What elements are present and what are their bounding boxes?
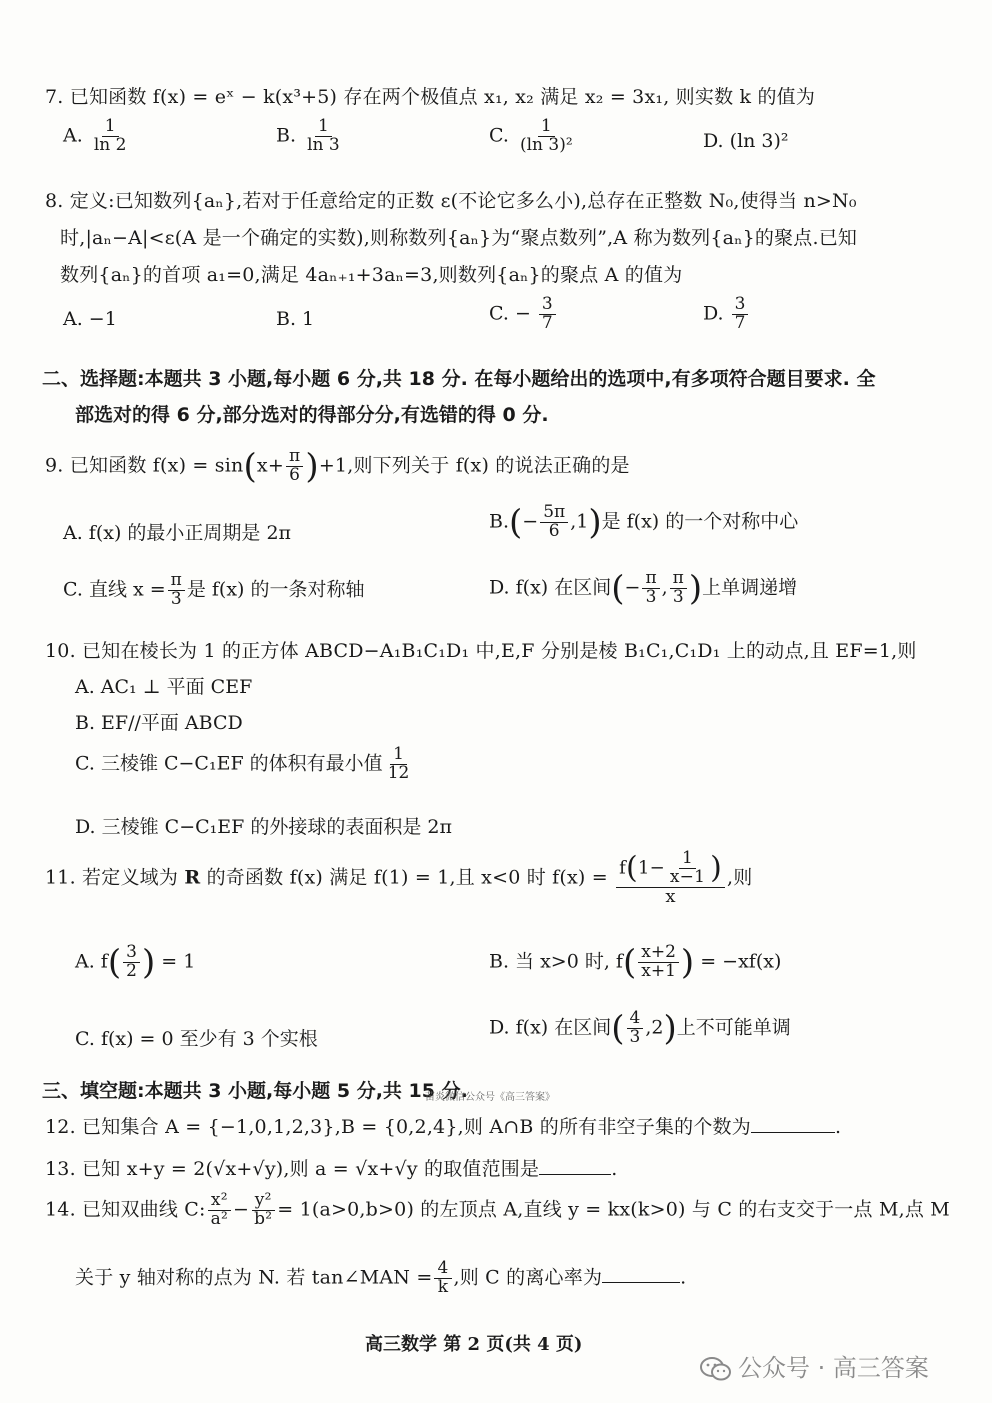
q10-c-fraction: $\frac{1}{12}$ (387, 744, 410, 783)
q11-option-a: A. f( $\frac{3}{2}$ ) = 1 (75, 942, 196, 983)
q8-option-b: B. 1 (276, 308, 315, 330)
scan-watermark-text: 苗炎微信公众号《高三答案》 (425, 1092, 555, 1103)
answer-blank (602, 1266, 680, 1283)
q9-option-c: C. 直线 x = $\frac{\pi}{3}$ 是 f(x) 的一条对称轴 (63, 570, 365, 609)
q9-stem: 9. 已知函数 f(x) = sin(x+ $\frac{\pi}{6}$ )+1,则下列关于 f(x) 的说法正确的是 (45, 446, 630, 487)
q7-a-fraction: $\frac{1}{\ln 2}$ (93, 116, 127, 155)
q7-b-fraction: $\frac{1}{\ln 3}$ (307, 116, 340, 155)
section-2-heading-cont: 部选对的得 6 分,部分选对的得部分分,有选错的得 0 分. (75, 404, 549, 426)
option-label: D. (703, 302, 724, 325)
q8-line-1: 8. 定义:已知数列{aₙ},若对于任意给定的正数 ε(不论它多么小),总存在正整数 N₀,使得当 n>N₀ (45, 190, 857, 212)
wechat-watermark: 公众号 · 高三答案 (700, 1348, 929, 1383)
q11-d-fraction: $\frac{4}{3}$ (627, 1010, 644, 1047)
q7-d-text: (ln 3)² (729, 130, 789, 152)
q9-b-fraction: $\frac{5\pi}{6}$ (540, 504, 568, 541)
q11-a-fraction: $\frac{3}{2}$ (123, 944, 140, 981)
q8-line-3: 数列{aₙ}的首项 a₁=0,满足 4aₙ₊₁+3aₙ=3,则数列{aₙ}的聚点 A 的值为 (60, 264, 683, 286)
q14-line-1: 14. 已知双曲线 C: $\frac{\text{x²}}{\text{a²}}$ − $\frac{\text{y²}}{\text{b²}}$ = 1(a>0,b>0) 的左顶点 A,直线 y = kx(k>0) 与 C 的右支交于一点 M,点 M (45, 1190, 950, 1229)
q10-option-c: C. 三棱锥 C−C₁EF 的体积有最小值 $\frac{1}{12}$ (75, 746, 414, 783)
q13: 13. 已知 x+y = 2(√x+√y),则 a = √x+√y 的取值范围是 . (45, 1158, 618, 1180)
q8-option-a: A. −1 (63, 308, 117, 330)
q9-d-fraction-2: $\frac{\pi}{3}$ (670, 570, 687, 607)
option-label: C. (489, 124, 509, 147)
q7-option-b (276, 118, 345, 155)
q9-stem-fraction: $\frac{\pi}{6}$ (286, 448, 303, 485)
section-2-heading: 二、选择题:本题共 3 小题,每小题 6 分,共 18 分. 在每小题给出的选项中,有多项符合题目要求. 全 (42, 368, 876, 390)
q10-option-d: D. 三棱锥 C−C₁EF 的外接球的表面积是 2π (75, 816, 452, 838)
q9-d-fraction-1: $\frac{\pi}{3}$ (642, 570, 659, 607)
q10-stem: 10. 已知在棱长为 1 的正方体 ABCD−A₁B₁C₁D₁ 中,E,F 分别是棱 B₁C₁,C₁D₁ 上的动点,且 EF=1,则 (45, 640, 917, 662)
q9-c-fraction: $\frac{\pi}{3}$ (168, 572, 185, 609)
q10-option-b: B. EF//平面 ABCD (75, 712, 243, 734)
q12: 12. 已知集合 A = {−1,0,1,2,3},B = {0,2,4},则 A∩B 的所有非空子集的个数为 . (45, 1116, 842, 1138)
wechat-icon (700, 1356, 732, 1382)
q14-tan-fraction: $\frac{4}{k}$ (434, 1260, 451, 1297)
q8-option-c (489, 296, 558, 333)
q9-option-a: A. f(x) 的最小正周期是 2π (63, 522, 292, 544)
q10-option-a: A. AC₁ ⊥ 平面 CEF (75, 676, 253, 698)
q14-x-fraction: $\frac{\text{x²}}{\text{a²}}$ (208, 1192, 231, 1229)
answer-blank (751, 1116, 835, 1133)
q8-line-2: 时,|aₙ−A|<ε(A 是一个确定的实数),则称数列{aₙ}为“聚点数列”,A 称为数列{aₙ}的聚点.已知 (60, 227, 858, 249)
q8-c-fraction: $\frac{3}{7}$ (539, 296, 556, 333)
q7-stem: 7. 已知函数 f(x) = eˣ − k(x³+5) 存在两个极值点 x₁, x₂ 满足 x₂ = 3x₁, 则实数 k 的值为 (45, 86, 816, 108)
q11-b-fraction: $\frac{x+2}{x+1}$ (638, 944, 679, 981)
q9-option-d: D. f(x) 在区间(− $\frac{\pi}{3}$ , $\frac{\pi}{3}$ )上单调递增 (489, 568, 798, 609)
q11-option-c: C. f(x) = 0 至少有 3 个实根 (75, 1028, 318, 1050)
section-3-heading: 三、填空题:本题共 3 小题,每小题 5 分,共 15 分. (42, 1080, 468, 1102)
q11-option-d: D. f(x) 在区间( $\frac{4}{3}$ ,2)上不可能单调 (489, 1008, 791, 1049)
q14-line-2: 关于 y 轴对称的点为 N. 若 tan∠MAN = $\frac{4}{k}$ ,则 C 的离心率为 . (75, 1258, 687, 1297)
option-label: A. (63, 124, 83, 147)
q7-option-a (63, 118, 131, 155)
q7-c-fraction: $\frac{1}{\text{(ln 3)²}}$ (519, 116, 573, 155)
page-footer: 高三数学 第 2 页(共 4 页) (365, 1334, 583, 1355)
q8-option-d (703, 296, 750, 333)
q8-d-fraction: $\frac{3}{7}$ (732, 296, 749, 333)
q14-y-fraction: $\frac{\text{y²}}{\text{b²}}$ (251, 1192, 275, 1229)
q11-stem: 11. 若定义域为 R 的奇函数 f(x) 满足 f(1) = 1,且 x<0 时 f(x) = f(1− $\frac{1}{x-1}$ ) x ,则 (45, 848, 753, 907)
q9-option-b: B.(− $\frac{5\pi}{6}$ ,1)是 f(x) 的一个对称中心 (489, 502, 799, 543)
q7-option-c (489, 118, 578, 155)
answer-blank (539, 1158, 611, 1175)
q7-option-d (703, 130, 789, 152)
option-label: C. − (489, 302, 531, 325)
q11-option-b: B. 当 x>0 时, f( $\frac{x+2}{x+1}$ ) = −xf(x) (489, 942, 782, 983)
q11-stem-fraction: f(1− $\frac{1}{x-1}$ ) x (616, 850, 725, 907)
option-label: B. (276, 124, 297, 147)
option-label: D. (703, 130, 724, 152)
q11-inner-fraction: $\frac{1}{x-1}$ (669, 848, 706, 887)
